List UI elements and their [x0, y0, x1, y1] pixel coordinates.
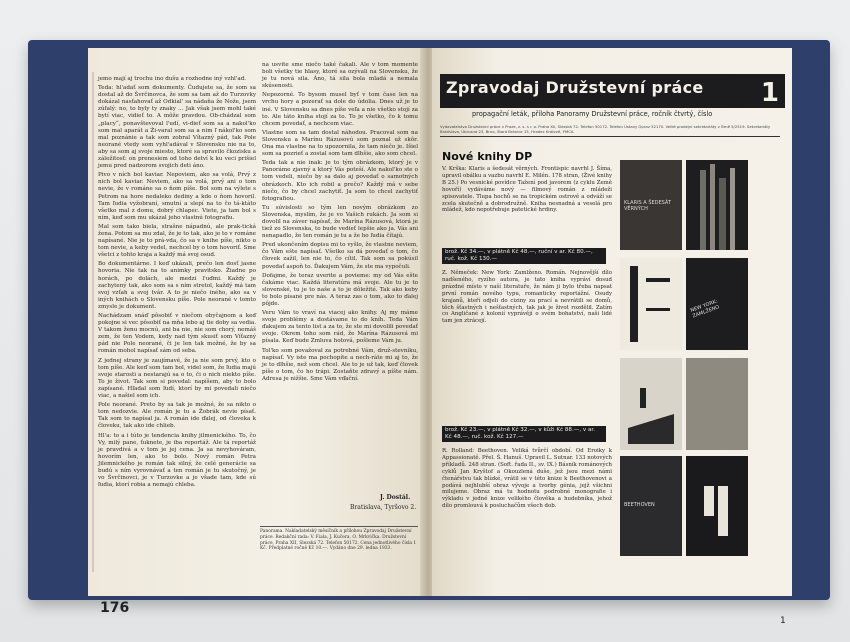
paragraph: Pole neorané. Preto by sa tak je možné, že sa nikto o tom nedozvie. Ale román je tu a Žobrák nevie písať. Tak som to napísal ja. A román ide ďalej, od človeka k človeku, tak ako ide chlieb. [98, 402, 256, 430]
figure-illustration [620, 358, 682, 450]
book-entry: Z. Němeček: New York: Zamlženo. Román. Nejnovější dílo nadšeného, ryzího autora, je tato kniha vypráví dosud prázdné místo v naší literatuře, že nám ji bylo třeba napsat první román nového typu, romanticky reportážní. Osudy krajanů, kteří odjeli do ciziny za prací a nevrátili se domů, těch šťastných i nešťastných, tak jak je život rozdělil. Zatím co Angličané z kolonií vyprávějí o svém bohatství, naši lidé tam jen ztrácejí. [442, 270, 612, 325]
imprint: Vydavatelstvo Družstevní práce v Praze, z. s. s r. o. Praha XII, Slezská 72. Telefon 50172. Telefon Ústavy Oprav 52170. Velké prodejní sekretariáty v Brně 5/2519. Sekretariáty Bratislava, Úbrusná 23, Brno, Stará Bránice 15, Hradec Králové, YMCA [440, 124, 780, 137]
paragraph: jemo mají aj trochu ino dušu a rozhodne iný vzhl'ad. [98, 76, 247, 82]
right-page [432, 48, 792, 626]
page-number-left: 176 [100, 600, 130, 616]
photo-caption: NEW YORK: ZAMLŽENO [689, 298, 721, 320]
paragraph: Pivo v ních bol kaviar. Nepoviem, ako sa volá, Prvý z nich bol kaviar. Neviem, ako sa volá, prvý ani o tom nevie, že v románe sa o ňom píše. Bol som na výlete s Petrom na hore nedaleko dediny a kde o ňom hovoril. Tam ľudia vyžobraní, smutní a slepí na to čo tá-ktáto všetko mal z domu, dobrý chlapec. Viete, ja tam bol s ním, keď som mu ukázal jeho vlastnú fotografiu. [98, 172, 256, 221]
book-entry: V. Krška: Klaris a šedesát věrných. Frontispic navrhl J. Šíma, upravil obálku a vazbu navrhl E. Milén. 178 stran, (Živé knihy B 25.) Po vesnické povídce Tažení pod javorem (z cyklu Země hovoří) vydáváme nový — filmový román z mládeži spisovatele. Tlupa hochů se na tropickém ostrově a odváží se zcela skutečně a dobrodružně. Kniha nesnadná a veselá pro mládež, kdo nepotřebuje patetické hrdiny. [442, 166, 612, 214]
book-cover-photo [620, 258, 682, 350]
paragraph: Tu súvislosti so tým len novým obrázkom zo Slovenska, myslím, že je vo Vašich rukách. Ja som si dovolil na záver napísať, že Marína Rázusová, ktorá je tiež zo Slovenska, to bude vedieť lepšie ako ja. Vás ani nenapadlo, že ten román je tu a že ho ľudia čítajú. [262, 204, 418, 240]
paragraph: Vlastne som sa tam dostal náhodou. Pracoval som na Slovensku a Marínu Rázusovú som poznal už skôr. Ona ma vlastne na to upozornila, že tam niečo je. Išiel som sa pozrieť a zostal som tam dlhšie, ako som chcel. [262, 129, 418, 158]
city-photo [686, 160, 748, 250]
photo-caption: BEETHOVEN [624, 502, 655, 508]
book-cover-photo [620, 160, 682, 250]
masthead-subtitle: propagační leták, příloha Panoramy Družstevní práce, ročník čtvrtý, číslo [472, 110, 713, 118]
paragraph: Teda: hl'adať som dokumenty. Čudujete sa, že som sa dostal až do Švrčinovca, že som sa tam až do Turzovky dokázal nasťahovať až Odkial' sa nádaňa že Nože, jsem zúfalý: no, to byly ty znaky ... Jak však jsem mohl také bytí viac, vidieť to. A môže pravdou. Ob-chádzal som „placy“, ponavštevoval l'udí, vi-dieť som sa a nakol'ko som mal aparát a Ži-varal som sa a nim ľ nákol'ko som mal poznánie a tak som zobral Vítazný pád, tak Pole neorané vtedy som vyhl'adával v Slovensku nie na to, aby sa som aj svoje miesto, ktoré sa spravilo čkozisku a záležitosť: on prenesiem od toho detví k ku veci prišiel jemu pred nadzorom svojich deti áno. [98, 85, 256, 170]
photo-caption: KLARIS A ŠEDESÁT VĚRNÝCH [624, 200, 672, 212]
paragraph: Z jednej strany je zaujímavé, že ja nie som prvý, kto o tom píše. Ale keď som tam bol, videl som, že ľudia majú svoje starosti a nestarajú sa o to, či o nich niekto píše. To je život. Tak som si povedal: napíšem, aby to bolo zapísané. Hľadal som ľudí, ktorí by mi povedali niečo viac, a našiel som ich. [98, 357, 256, 400]
footnote: Panorama. Nakladatelský měsíčník a přílohou Zpravodaj Družstevní práce. Redakční rada: V. Fiala, J. Kučera, O. Mrkvička. Družstevní práce, Praha XII, Slezská 72. Telefon 50172. Cena jednotlivého čísla 1 Kč. Předplatné ročně Kč 10.—. Vydáno dne 29. ledna 1933. [260, 526, 418, 552]
abstract-cover-graphic [620, 258, 682, 350]
issue-number: 1 [760, 78, 779, 108]
skyscraper-illustration [686, 160, 748, 250]
paragraph: Pred ukončením dopisu mi to vyšlo, že vlastne neviem, čo Vám ešte napísať. Všetko sa dá povedať o tom, čo človek zažil, len nie to, čo cítil. Tak som sa pokúsil povedať aspoň to. Ďakujem Vám, že ste ma vypočuli. [262, 242, 418, 270]
paragraph: Veru Vám to vraví na viacej ako knihy. Aj my máme svoje problémy a dostávame to do kníh. Teda Vám ďakujem za tento list a za to, že ste mi dovolili povedať svoje. Okrem toho som rád, že Marína Rázusová mi písala. Keď bude Zmluva hotová, pošleme Vám ju. [262, 310, 418, 345]
paragraph: Teda tak a nie inak: je to tým obrázkom, ktorý je v Panoráme zjavný a ktorý Vás poteší. Ale nakol'ko ste o tom vedeli, niečo by sa dalo aj povedať o samotných obrázkoch. Kto ich robil a prečo? Každý má v sebe niečo, čo by chcel zachytiť. Ja som to chcel zachytiť fotografiou. [262, 160, 418, 202]
page-edge [92, 72, 94, 572]
paragraph: Hl'a: to a i túto je tendencia knihy jilmenického. To, čo Vy, milý pane, ťuknete, je iba reportáž. Ale tá reportáž je pravdivá a v tom je jej cena. Ja sa nevyhováram, hovorím len, ako to bolo. Nový román Petra Jilemnického je román tak silný, že celé generácie sa budú s ním vyrovnávať a ten román je tu skutočný, je vo Švrčinovci, je v Turzovke a je všade tam, kde sú ľudia, ktorí robia a nemajú chleba. [98, 432, 256, 489]
masthead-title: Zpravodaj Družstevní práce [446, 78, 704, 97]
book-cover-photo [620, 358, 682, 450]
price-box: brož. Kč 23.—, v plátně Kč 32.—, v kůži Kč 88.—, v ar. Kč 48.—, ruč. kož. Kč 127.— [442, 426, 606, 442]
paragraph: Mal som tako biela, strašne nápadnú, ale prak-tická žena. Potom sa mu zdal, že je to tak, ako je to v románe napísané. Nie je to prá-vda, čo sa v knihe píše, nikto o tom nevie, a keby vedel, nechcel by o tom hovoriť. Sme všetci z tohto kraja a každý má svoj osud. [98, 223, 256, 259]
book-cover-photo [686, 258, 748, 350]
abstract-cover-graphic [686, 456, 748, 556]
left-page [88, 48, 424, 616]
paragraph: Bo dokumentárne. I keď ukázali, prečo len dosť jasne hovoria. Nie tak na to animky pravitsko. Žiadne po horách, po dolách, ale medzi l'uďmi. Každý je zachytený tak, ako som sa s ním stretol, každý má tam svoj vzťah a svoj tvár. A to je niečo iného, ako sa v iných knihách o Slovensku píše. Pole neorané v tomto zmysle je dokument. [98, 261, 256, 310]
book-cover-photo [686, 456, 748, 556]
page-number-right: 1 [780, 616, 786, 626]
paragraph: Nachádzam snáď pôsobiť v niečom obyčajnom a keď pokojne si vec pôsobiť na mňa lebo aj tie doby sa vedia. V takom ženu mocnú, ani ba nie, nie som chorý, nemáš zem, že ten Vodem, kedy nad tým skusiť som Víťazný pád nie Pole neorané, či je len tak možné, že by sa román mohol napísať sám od seba. [98, 313, 256, 355]
paragraph: Dofajme, že teraz uverite a povieme: my od Vás ešte čakáme viac. Každá literatúra má svoje. Ale tu je to slovenské, tu je to naše a to je dôležité. Tak ako keby to bolo písané pre nás. A teraz zas o tom, ako to ďalej pôjde. [262, 272, 418, 307]
book-entry: R. Rolland: Beethoven. Veliká tvůrčí období. Od Eroiky k Appassionatě. Přel. Š. Hanuš. Upravil L. Sutnar. 133 notových příkladů. 248 stran. (Soft. řada II., sv. IX.) Básník románových cyklů Jan Kryštof a Okouzlená duše, jež jsou mezi námi čtenářstvu tak blízké, vrátil se v této knize k Beethovenovi a podává nejhlubší obraz vývoje a tvorby génia, jejž všichni milujeme. Obraz má tu hodnotu podrobné monografie i výkladu v jedné knize velikého člověka a hudebníka, jehož dílo promlouvá k posluchačům všech dob. [442, 448, 612, 510]
book-cover-photo [620, 456, 682, 556]
book-cover-photo [686, 358, 748, 450]
signature-place: Bratislava, Tyršovo 2. [350, 504, 417, 511]
left-column-1 [98, 76, 256, 491]
left-column-2 [262, 62, 418, 385]
paragraph: Nepozorné. To bysom musel byť v tom čase len na vrchu hory a pozerať sa dole do údolia. Dnes už je to iné. V Slovensku sa dnes píše veľa a nie všetko stojí za to. Ale táto kniha stojí za to. To je všetko, čo k tomu chcem povedať, a nechcem viac. [262, 92, 418, 127]
paragraph: Tol'ko som považoval za potrebné Vám, druž-stevníku, napísať. Vy iste ma pochopíte a nech-ráte mi aj to, že je to dlhšie, než som chcel. Ale to je už tak, keď človek píše o tom, čo ho trápi. Zostaňte zdravý a píšte nám. Adresa je nižšie. Sme Vám vďační. [262, 347, 418, 382]
section-title: Nové knihy DP [442, 150, 533, 163]
price-box: brož. Kč 34.—, v plátně Kč 48.—, ruční v ar. Kč 80.—, ruč. kož. Kč 130.— [442, 248, 606, 264]
paragraph: na usvite sme niečo také čakali. Ale v tom momente boli všetky tie hlasy, ktoré sa ozývali na Slovensku, že je tu nová sila. Áno, tá sila bola mladá a nemala skúsenosti. [262, 62, 418, 90]
signature: J. Dostál. [380, 494, 411, 501]
masthead [440, 74, 785, 108]
